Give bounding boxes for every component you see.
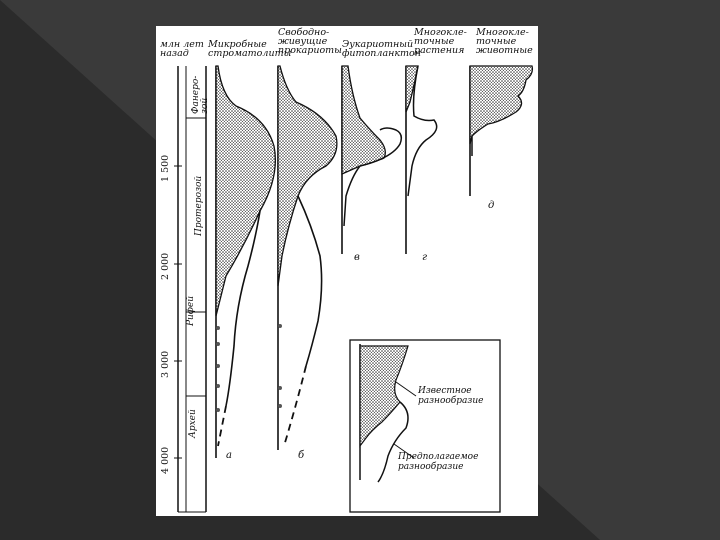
column-title-plants: Многокле- точные растения [414, 27, 467, 56]
age-tick-4000: 4 000 [160, 446, 171, 474]
prokaryote-diversity-area [278, 66, 337, 286]
legend-known-diversity: Известное разнообразие [418, 386, 484, 406]
diversity-figure [156, 26, 538, 516]
column-title-animals: Многокле- точные животные [476, 27, 533, 56]
panel-label-a: а [226, 450, 232, 461]
animal-diversity-area [470, 66, 532, 144]
panel-label-e: д [488, 200, 495, 211]
panel-label-b: б [298, 450, 305, 461]
era-label-archean: Архей [188, 409, 198, 438]
prokaryote-assumed-line [298, 196, 322, 366]
legend-assumed-diversity: Предполагаемое разнообразие [398, 452, 479, 472]
stromatolite-diversity-area [216, 66, 275, 316]
axis-unit-label: млн лет назад [160, 39, 204, 59]
column-title-stromatolites: Микробные строматолиты [208, 39, 292, 59]
era-label-proterozoic: Протерозой [194, 175, 204, 236]
age-tick-1500: 1 500 [160, 154, 171, 182]
column-title-prokaryotes: Свободно- живущие прокариоты [278, 27, 342, 56]
age-tick-3000: 3 000 [160, 350, 171, 378]
era-label-phanerozoic: Фанеро- зой [191, 75, 210, 114]
age-tick-2000: 2 000 [160, 252, 171, 280]
era-label-riphean: Рифей [186, 295, 196, 326]
panel-label-d: г [422, 252, 428, 263]
phytoplankton-diversity-area [342, 66, 385, 174]
legend-box [350, 340, 500, 512]
figure-drawing [156, 26, 538, 516]
panel-label-c: в [354, 252, 360, 263]
time-axis [174, 66, 206, 512]
column-title-phytoplankton: Эукариотный фитопланктон [342, 39, 422, 59]
